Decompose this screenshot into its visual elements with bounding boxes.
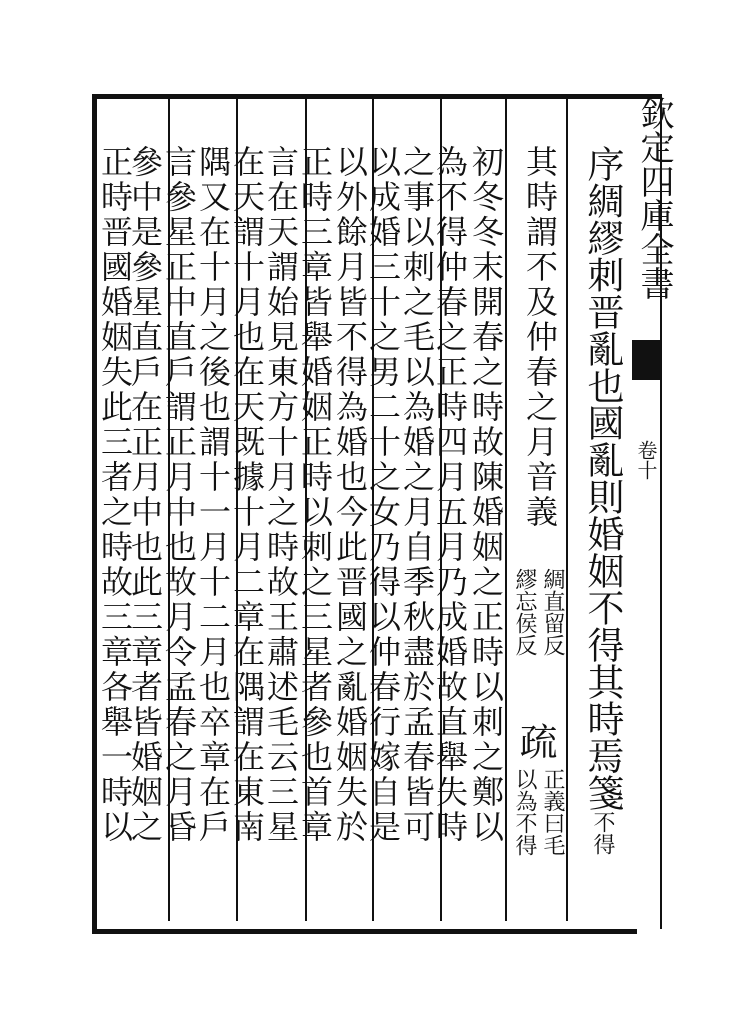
text-column-4: 為不得仲春之正時四月五月乃成婚故直舉失時: [431, 145, 469, 845]
yinyi-label: 音義: [521, 460, 559, 530]
preface-text: 序綢繆刺晋亂也國亂則婚姻不得其時焉箋: [581, 145, 624, 811]
preface-tail: 不得: [590, 811, 615, 855]
text-column-14: 正時晋國婚姻失此三者之時故三章各舉一時以: [96, 145, 134, 845]
text-column-preface: [582, 145, 622, 855]
text-column-13: 參中是參星直戶在正月中也此三章者皆婚姻之: [126, 145, 164, 845]
fishtail-mark: [632, 340, 660, 380]
text-column-8: 正時三章皆舉婚姻正時以刺之三星者參也首章: [296, 145, 334, 845]
column-rule: [566, 99, 568, 921]
annotation-left: 繆忘侯反: [512, 568, 537, 656]
text-column-10: 在天謂十月也在天既據十月二章在隅謂在東南: [228, 145, 266, 845]
column-rule: [505, 99, 507, 921]
annotation2-left: 以為不得: [512, 768, 537, 856]
text-column-5: 之事以刺之毛以為婚之月自季秋盡於孟春皆可: [398, 145, 436, 845]
commentary-text: 其時謂不及仲春之月: [521, 145, 559, 460]
text-column-6: 以成婚三十之男二十之女乃得以仲春行嫁自是: [364, 145, 402, 845]
annotation2-right: 正義曰毛: [540, 768, 565, 856]
text-column-9: 言在天謂始見東方十月之時故王肅述毛云三星: [262, 145, 300, 845]
text-column-2: [523, 145, 557, 530]
text-column-12: 言參星正中直戶謂正月中也故月令孟春之月昏: [160, 145, 198, 845]
edge-juan-number: 卷十: [634, 440, 658, 480]
text-column-3: 初冬冬末開春之時故陳婚姻之正時以刺之鄭以: [467, 145, 505, 845]
annotation-right: 綢直留反: [540, 568, 565, 656]
edge-book-title: 欽定四庫全書: [634, 96, 674, 300]
text-column-11: 隅又在十月之後也謂十一月十二月也卒章在戶: [194, 145, 232, 845]
shu-marker: 疏: [513, 722, 557, 763]
text-column-7: 以外餘月皆不得為婚也今此晋國之亂婚姻失於: [331, 145, 369, 845]
